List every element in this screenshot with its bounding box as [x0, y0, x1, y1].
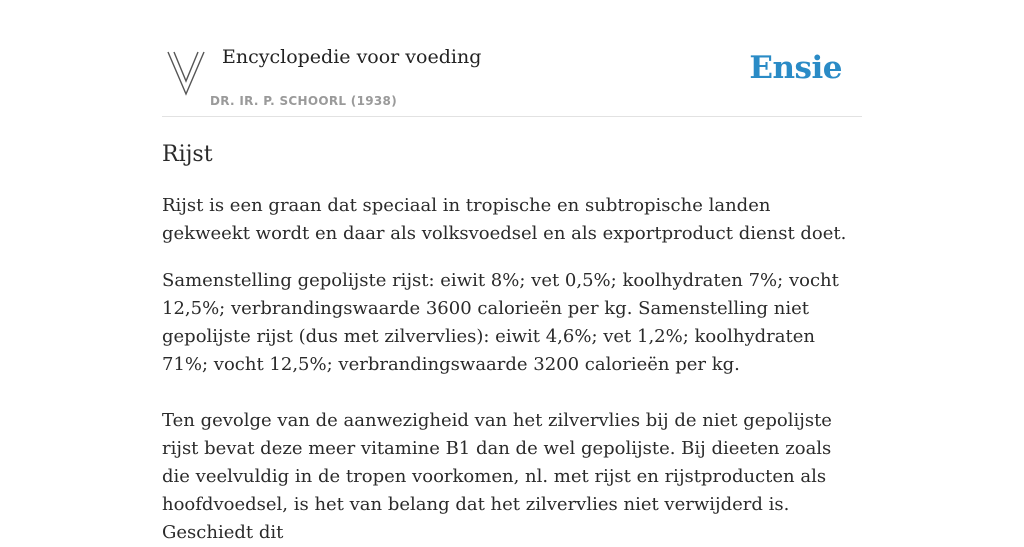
article: [162, 140, 862, 547]
article-title: Rijst: [162, 142, 213, 167]
book-title[interactable]: Encyclopedie voor voeding: [222, 46, 482, 68]
v-logo-icon[interactable]: [166, 48, 208, 98]
book-author: DR. IR. P. SCHOORL (1938): [210, 94, 397, 108]
article-paragraph: Ten gevolge van de aanwezigheid van het zilvervlies bij de niet gepolijste rijst bevat deze meer vitamine B1 dan de wel gepolijste. Bij dieeten zoals die veelvuldig in de tropen voorkomen, nl. met rijst en rijstproducten als hoofdvoedsel, is het van belang dat het zilvervlies niet verwijderd is. Geschiedt dit: [162, 410, 832, 543]
article-paragraph: Samenstelling gepolijste rijst: eiwit 8%; vet 0,5%; koolhydraten 7%; vocht 12,5%; verbrandingswaarde 3600 calorieën per kg. Samenstelling niet gepolijste rijst (dus met zilvervlies): eiwit 4,6%; vet 1,2%; koolhydraten 71%; vocht 12,5%; verbrandingswaarde 3200 calorieën per kg.: [162, 270, 839, 375]
header: [162, 0, 862, 117]
article-paragraph: Rijst is een graan dat speciaal in tropische en subtropische landen gekweekt wordt en daar als volksvoedsel en als exportproduct dienst doet.: [162, 195, 847, 244]
brand-logo[interactable]: Ensie: [749, 50, 842, 86]
